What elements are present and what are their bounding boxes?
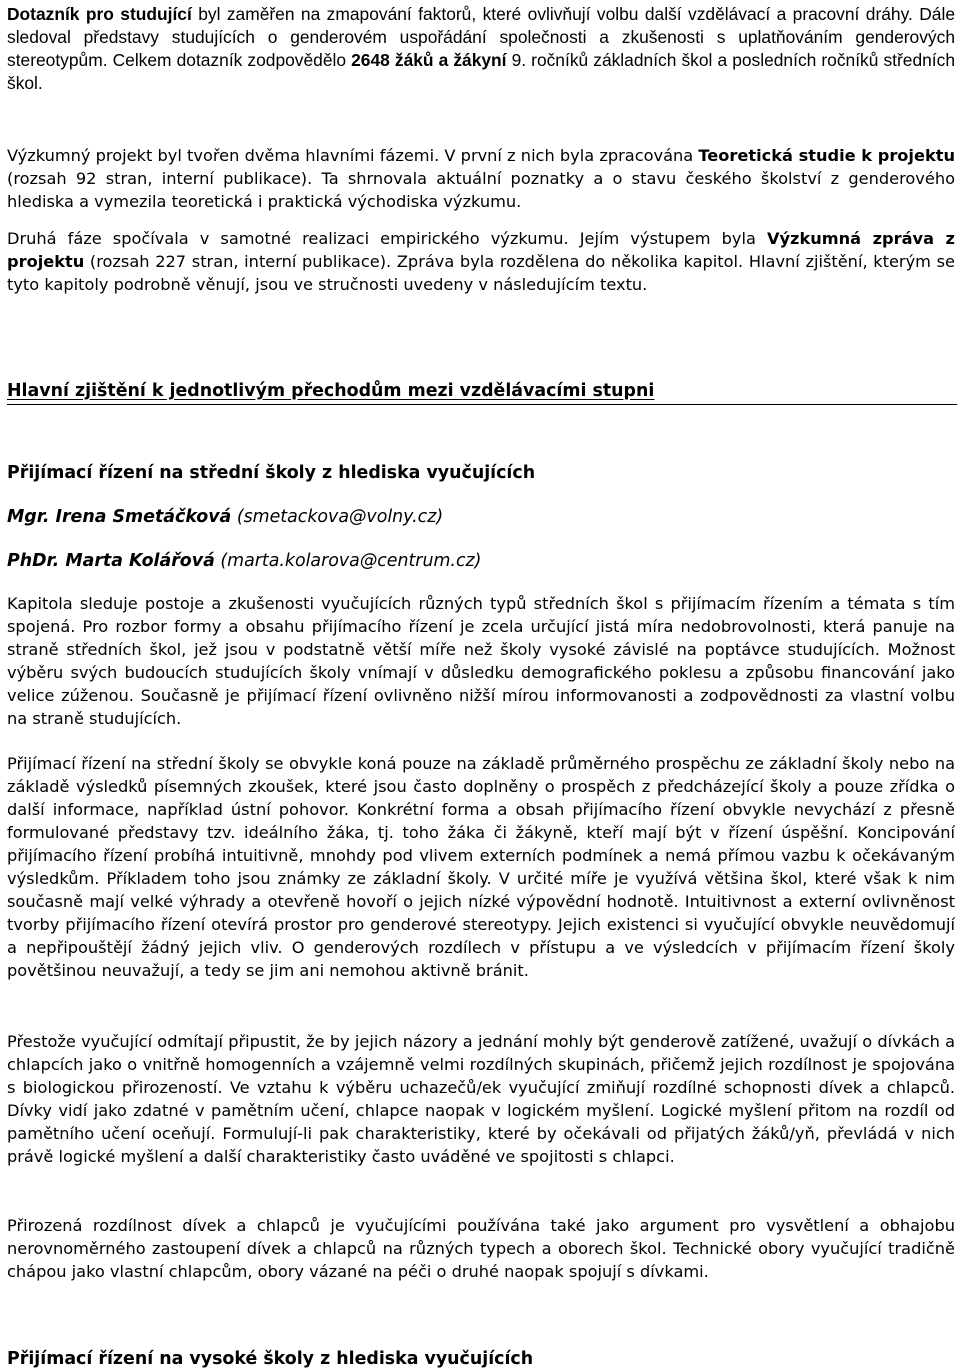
section1-paragraph-2: Přijímací řízení na střední školy se obvykle koná pouze na základě průměrného prospěchu ze základní školy nebo na základě výsledků písemných zkoušek, které jsou často doplněny o prospěch z předcházející školy a pouze zřídka o další informace, například ústní pohovor. Konkrétní forma a obsah přijímacího řízení obvykle nevychází z přesně formulované představy tzv. ideálního žáka, tj. toho žáka či žákyně, kteří mají být v řízení úspěšní. Koncipování přijímacího řízení probíhá intuitivně, mnohdy pod vlivem externích podmínek a nemá přímou vazbu k očekávaným výsledkům. Příkladem toho jsou známky ze základní školy. V určité míře je využívá většina škol, které však k nim současně mají velké výhrady a otevřeně hovoří o jejich nízké výpovědní hodnotě. Intuitivnost a externí ovlivněnost tvorby přijímacího řízení otevírá prostor pro genderové stereotypy. Jejich existenci si vyučující obvykle neuvědomují a nepřipouštějí žádný jejich vliv. O genderových rozdílech v přístupu a ve výsledcích v přijímacím řízení školy povětšinou neuvažují, a tedy se jim ani nemohou aktivně bránit. — [7, 754, 955, 980]
phase2-text-2: (rozsah 227 stran, interní publikace). Zpráva byla rozdělena do několika kapitol. Hlavní zjištění, kterým se tyto kapitoly podrobně věnují, jsou ve stručnosti uvedeny v následujícím textu. — [7, 252, 955, 294]
author-2-name: PhDr. Marta Kolářová — [7, 551, 215, 571]
project-text-2: (rozsah 92 stran, interní publikace). Ta shrnovala aktuální poznatky a o stavu českého školství z genderového hlediska a vymezila teoretická i praktická východiska výzkumu. — [7, 169, 955, 211]
main-heading — [7, 380, 957, 405]
section1-heading: Přijímací řízení na střední školy z hlediska vyučujících — [7, 463, 536, 483]
project-bold: Teoretická studie k projektu — [698, 146, 955, 165]
author-2 — [7, 550, 481, 573]
phase2-bold: Výzkumná zpráva z projektu — [7, 229, 955, 271]
section2-heading: Přijímací řízení na vysoké školy z hlediska vyučujících — [7, 1349, 534, 1369]
phase2-paragraph — [7, 227, 955, 296]
intro-text-2: 9. ročníků základních škol a posledních ročníků středních škol. — [7, 50, 956, 93]
phase2-text-1: Druhá fáze spočívala v samotné realizaci empirického výzkumu. Jejím výstupem byla — [7, 229, 767, 248]
intro-paragraph — [7, 3, 955, 95]
author-1-name: Mgr. Irena Smetáčková — [7, 507, 232, 527]
main-heading-text: Hlavní zjištění k jednotlivým přechodům mezi vzdělávacími stupni — [7, 381, 655, 401]
section1-paragraph-3: Přestože vyučující odmítají připustit, že by jejich názory a jednání mohly být genderově zatížené, uvažují o dívkách a chlapcích jako o vnitřně homogenních a vzájemně velmi rozdílných skupinách, přičemž jejich rozdílnost je spojována s biologickou přirozeností. Ve vztahu k výběru uchazečů/ek vyučující zmiňují rozdílné schopnosti dívek a chlapců. Dívky vidí jako zdatné v pamětním učení, chlapce naopak v logickém myšlení. Logické myšlení přitom na rozdíl od pamětního učení oceňují. Formulují-li pak charakteristiky, které by očekávali od přijatých žáků/yň, převládá v nich právě logické myšlení a další charakteristiky často uváděné ve spojitosti s chlapci. — [7, 1032, 955, 1166]
intro-text-1: byl zaměřen na zmapování faktorů, které ovlivňují volbu další vzdělávací a pracovní dráhy. Dále sledoval představy studujících o genderovém uspořádání společnosti a zkušenosti s uplatňováním genderových stereotypům. Celkem dotazník zodpovědělo — [7, 4, 955, 70]
author-2-email: (marta.kolarova@centrum.cz) — [214, 551, 482, 571]
project-text-1: Výzkumný projekt byl tvořen dvěma hlavními fázemi. V první z nich byla zpracována — [7, 146, 699, 165]
project-paragraph — [7, 144, 955, 213]
author-1-email: (smetackova@volny.cz) — [231, 507, 444, 527]
author-1 — [7, 506, 443, 529]
section1-paragraph-4: Přirozená rozdílnost dívek a chlapců je vyučujícími používána také jako argument pro vysvětlení a obhajobu nerovnoměrného zastoupení dívek a chlapců na různých typech a oborech škol. Technické obory vyučující tradičně chápou jako vlastní chlapcům, obory vázané na péči o druhé naopak spojují s dívkami. — [7, 1216, 955, 1281]
section1-paragraph-1: Kapitola sleduje postoje a zkušenosti vyučujících různých typů středních škol s přijímacím řízením a témata s tím spojená. Pro rozbor formy a obsahu přijímacího řízení je zcela určující jistá míra nedobrovolnosti, která panuje na straně středních škol, jež jsou v podstatně větší míře než školy vysoké závislé na poptávce studujících. Možnost výběru svých budoucích studujících školy vnímají v důsledku demografického poklesu a způsobu financování jako velice zúženou. Současně je přijímací řízení ovlivněno nižší mírou informovanosti a zodpovědnosti za vlastní volbu na straně studujících. — [7, 594, 955, 728]
intro-bold-lead: Dotazník pro studující — [7, 4, 192, 24]
intro-bold-count: 2648 žáků a žákyní — [351, 50, 507, 70]
